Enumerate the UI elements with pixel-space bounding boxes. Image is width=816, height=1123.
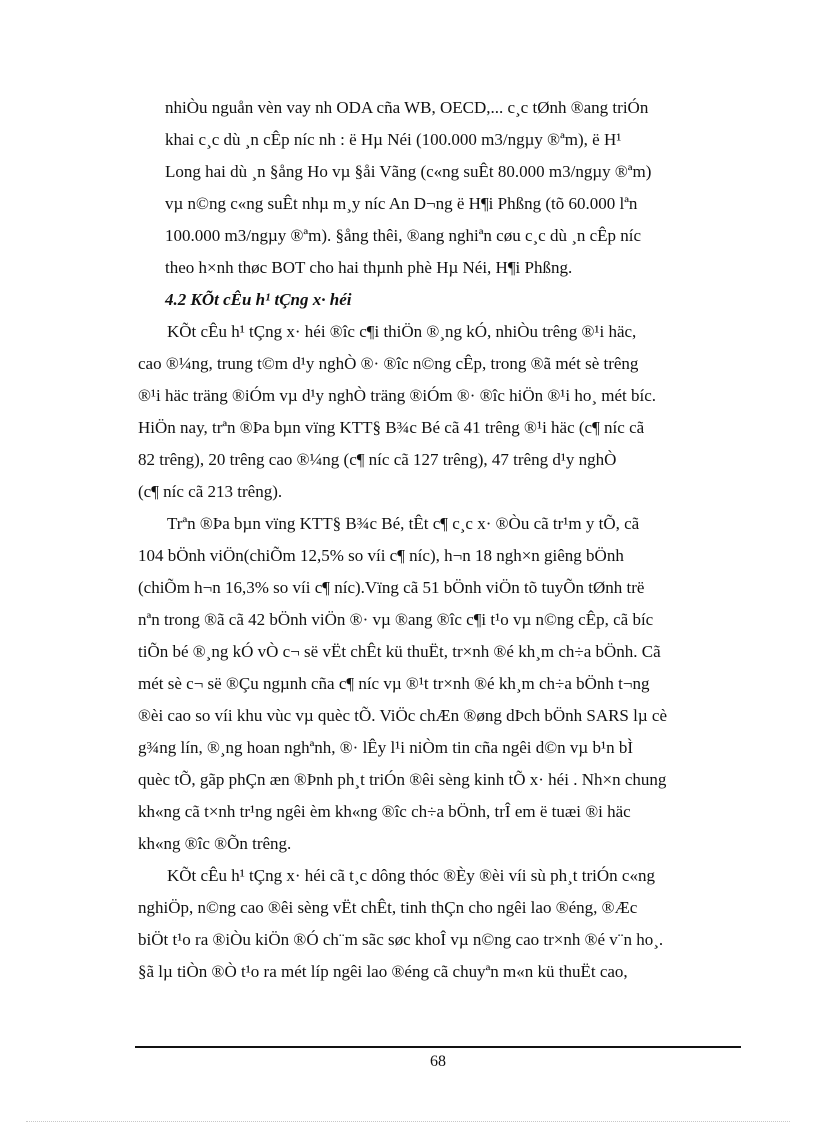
text-line: HiÖn nay, trªn ®Þa bµn vïng KTT§ B¾c Bé cã 41 trêng ®¹i häc (c¶ níc cã — [138, 418, 645, 437]
paragraph-health-care — [138, 508, 741, 860]
text-line: biÖt t¹o ra ®iÒu kiÖn ®Ó ch¨m sãc søc khoÎ vµ n©ng cao tr×nh ®é v¨n ho¸. — [138, 930, 664, 949]
text-line: vµ n©ng c«ng suÊt nhµ m¸y níc An D¬ng ë H¶i Phßng (tõ 60.000 lªn — [165, 194, 638, 213]
text-line: cao ®¼ng, trung t©m d¹y nghÒ ®· ®îc n©ng cÊp, trong ®ã mét sè trêng — [138, 354, 639, 373]
text-line: Trªn ®Þa bµn vïng KTT§ B¾c Bé, tÊt c¶ c¸c x· ®Òu cã tr¹m y tÕ, cã — [167, 514, 640, 533]
text-line: kh«ng cã t×nh tr¹ng ngêi èm kh«ng ®îc ch÷a bÖnh, trÎ em ë tuæi ®i häc — [138, 802, 631, 821]
text-line: g¾ng lín, ®¸ng hoan nghªnh, ®· lÊy l¹i niÒm tin cña ngêi d©n vµ b¹n bÌ — [138, 738, 633, 757]
paragraph-social-effects — [138, 860, 741, 988]
text-line: theo h×nh thøc BOT cho hai thµnh phè Hµ Néi, H¶i Phßng. — [165, 258, 573, 277]
footer-divider — [135, 1046, 741, 1048]
text-line: mét sè c¬ së ®Çu ngµnh cña c¶ níc vµ ®¹t tr×nh ®é kh¸m ch÷a bÖnh t¬ng — [138, 674, 650, 693]
text-line: khai c¸c dù ¸n cÊp níc nh : ë Hµ Néi (100.000 m3/ngµy ®ªm), ë H¹ — [165, 130, 622, 149]
page-number: 68 — [430, 1053, 446, 1070]
paragraph-social-infrastructure — [138, 316, 741, 508]
text-line: tiÕn bé ®¸ng kÓ vÒ c¬ së vËt chÊt kü thuËt, tr×nh ®é kh¸m ch÷a bÖnh. Cã — [138, 642, 661, 661]
text-line: ®¹i häc träng ®iÓm vµ d¹y nghÒ träng ®iÓm ®· ®îc hiÖn ®¹i ho¸ mét bíc. — [138, 386, 657, 405]
text-line: nhiÒu nguån vèn vay nh ODA cña WB, OECD,... c¸c tØnh ®ang triÓn — [165, 98, 649, 117]
section-heading: 4.2 KÕt cÊu h¹ tÇng x· héi — [165, 290, 352, 309]
text-line: (chiÕm h¬n 16,3% so víi c¶ níc).Vïng cã 51 bÖnh viÖn tõ tuyÕn tØnh trë — [138, 578, 645, 597]
text-line: Long hai dù ¸n §ång Ho vµ §åi Vãng (c«ng suÊt 80.000 m3/ngµy ®ªm) — [165, 162, 652, 181]
text-line: ®èi cao so víi khu vùc vµ quèc tÕ. ViÖc chÆn ®øng dÞch bÖnh SARS lµ cè — [138, 706, 668, 725]
text-line: §ã lµ tiÒn ®Ò t¹o ra mét líp ngêi lao ®éng cã chuyªn m«n kü thuËt cao, — [138, 962, 628, 981]
text-line: (c¶ níc cã 213 trêng). — [138, 482, 283, 501]
paragraph-water-supply — [138, 92, 741, 284]
text-line: 100.000 m3/ngµy ®ªm). §ång thêi, ®ang nghiªn cøu c¸c dù ¸n cÊp níc — [165, 226, 642, 245]
text-line: 82 trêng), 20 trêng cao ®¼ng (c¶ níc cã 127 trêng), 47 trêng d¹y nghÒ — [138, 450, 617, 469]
text-line: KÕt cÊu h¹ tÇng x· héi ®îc c¶i thiÖn ®¸ng kÓ, nhiÒu trêng ®¹i häc, — [167, 322, 637, 341]
page-body — [138, 92, 741, 988]
text-line: kh«ng ®îc ®Õn trêng. — [138, 834, 292, 853]
text-line: nghiÖp, n©ng cao ®êi sèng vËt chÊt, tinh thÇn cho ngêi lao ®éng, ®Æc — [138, 898, 638, 917]
text-line: 104 bÖnh viÖn(chiÕm 12,5% so víi c¶ níc), h¬n 18 ngh×n giêng bÖnh — [138, 546, 624, 565]
text-line: quèc tÕ, gãp phÇn æn ®Þnh ph¸t triÓn ®êi sèng kinh tÕ x· héi . Nh×n chung — [138, 770, 667, 789]
text-line: KÕt cÊu h¹ tÇng x· héi cã t¸c dông thóc ®Èy ®èi víi sù ph¸t triÓn c«ng — [167, 866, 655, 885]
text-line: nªn trong ®ã cã 42 bÖnh viÖn ®· vµ ®ang ®îc c¶i t¹o vµ n©ng cÊp, cã bíc — [138, 610, 654, 629]
page-bottom-edge — [26, 1121, 790, 1122]
